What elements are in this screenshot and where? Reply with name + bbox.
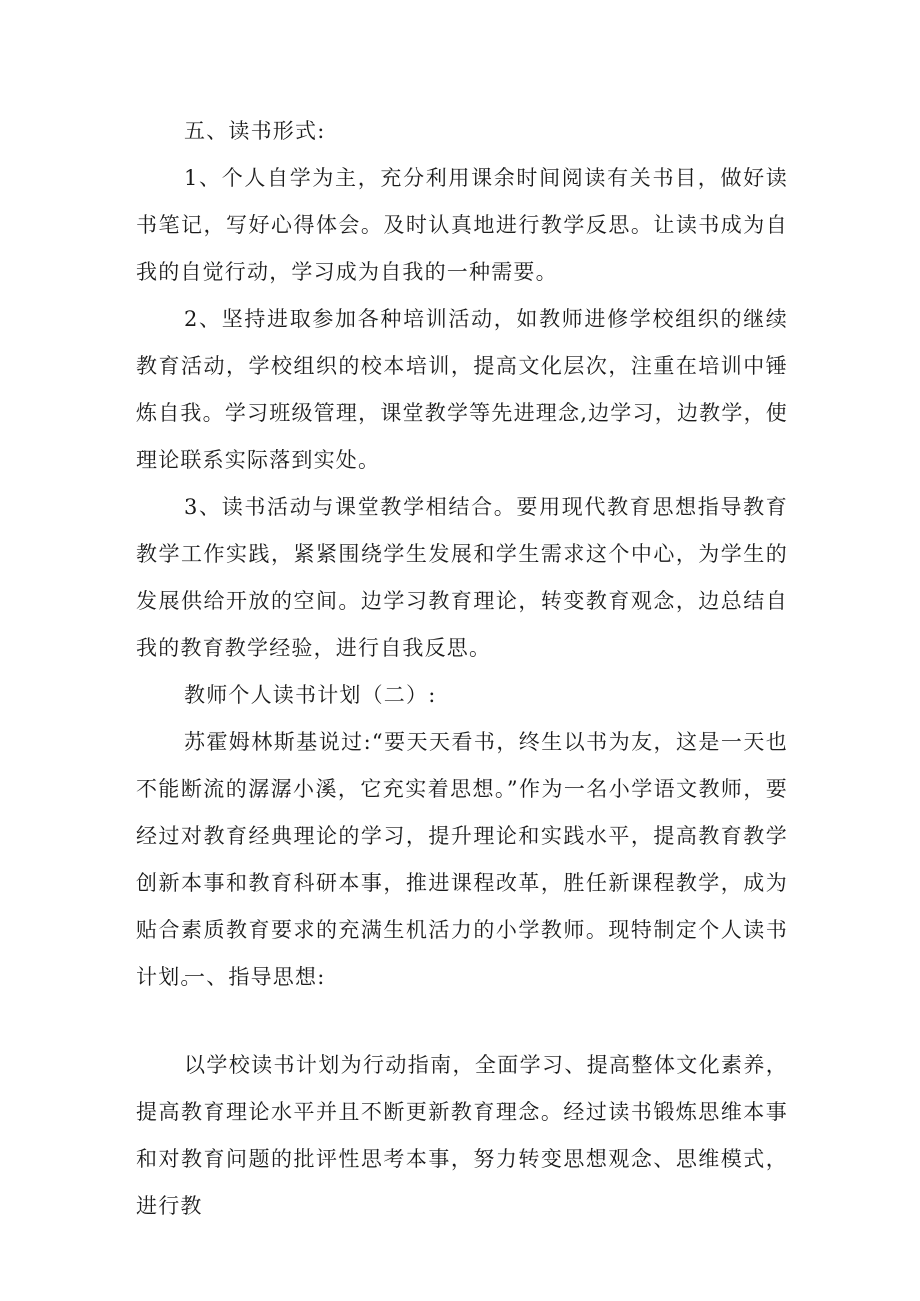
section-heading-guiding-ideas: 一、指导思想:	[184, 965, 326, 989]
paragraph-sukhomlinsky-quote: 苏霍姆林斯基说过:“要天天看书，终生以书为友，这是一天也不能断流的潺潺小溪，它充实着思想。”作为一名小学语文教师，要经过对教育经典理论的学习，提升理论和实践水平，提高教育教学创新本事和教育科研本事，推进课程改革，胜任新课程教学，成为贴合素质教育要求的充满生机活力的小学教师。现特制定个人读书计划。	[136, 730, 788, 989]
section-heading-plan-two: 教师个人读书计划（二）:	[184, 683, 437, 707]
paragraph-self-study: 1、个人自学为主，充分利用课余时间阅读有关书目，做好读书笔记，写好心得体会。及时认真地进行教学反思。让读书成为自我的自觉行动，学习成为自我的一种需要。	[136, 166, 788, 284]
paragraph-reading-and-teaching: 3、读书活动与课堂教学相结合。要用现代教育思想指导教育教学工作实践，紧紧围绕学生发展和学生需求这个中心，为学生的发展供给开放的空间。边学习教育理论，转变教育观念，边总结自我的教育教学经验，进行自我反思。	[136, 495, 788, 660]
paragraph-training-activities: 2、坚持进取参加各种培训活动，如教师进修学校组织的继续教育活动，学校组织的校本培训，提高文化层次，注重在培训中锤炼自我。学习班级管理，课堂教学等先进理念,边学习，边教学，使理论联系实际落到实处。	[136, 307, 788, 472]
section-heading-reading-forms: 五、读书形式:	[184, 119, 326, 143]
paragraph-guiding-ideas: 以学校读书计划为行动指南，全面学习、提高整体文化素养，提高教育理论水平并且不断更新教育理念。经过读书锻炼思维本事和对教育问题的批评性思考本事，努力转变思想观念、思维模式，进行教	[136, 1053, 788, 1218]
